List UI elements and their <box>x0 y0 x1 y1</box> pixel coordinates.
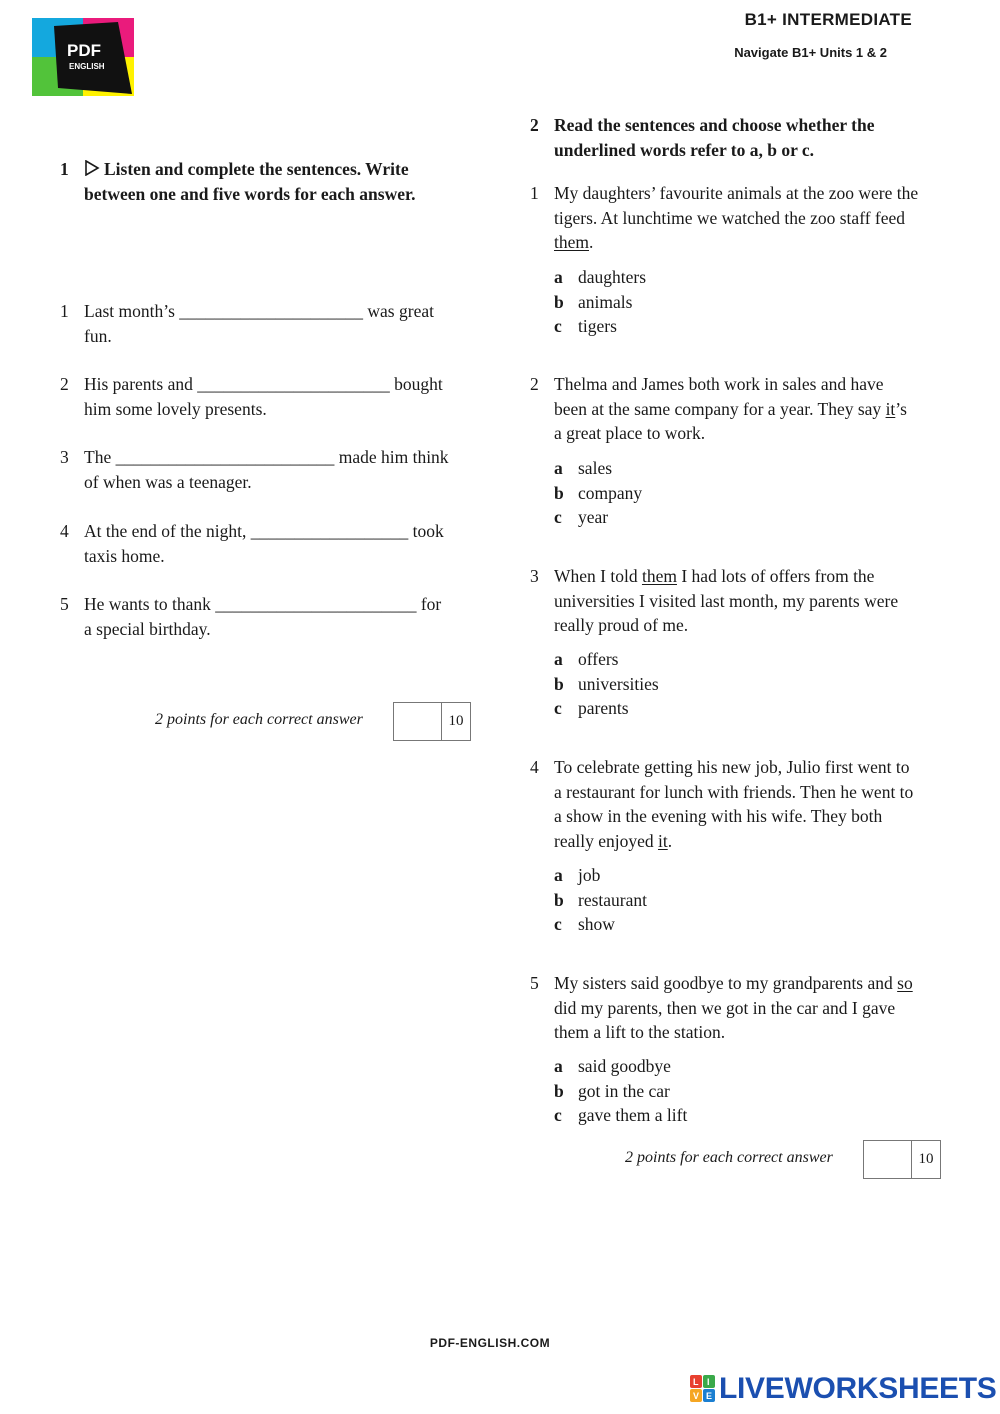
underlined-word: them <box>641 566 677 586</box>
level-title: B1+ INTERMEDIATE <box>744 10 912 29</box>
item-text: He wants to thank _______________________ for <box>84 594 442 614</box>
gap-fill-item <box>60 445 480 494</box>
question-text: . <box>589 232 594 252</box>
question-text: My sisters said goodbye to my grandparents and <box>554 973 898 993</box>
logo-text-english: ENGLISH <box>69 62 105 71</box>
question-text: really enjoyed <box>554 830 658 851</box>
score-input[interactable] <box>864 1141 912 1178</box>
svg-text:I: I <box>707 1377 710 1387</box>
option-c[interactable]: c tigers <box>554 316 617 336</box>
option-a[interactable]: a said goodbye <box>554 1056 671 1076</box>
question-text: really proud of me. <box>554 615 689 635</box>
option-b[interactable]: b company <box>554 482 643 503</box>
question <box>530 755 960 853</box>
option-c[interactable]: c show <box>554 914 615 934</box>
item-number: 2 <box>60 374 69 394</box>
option-a[interactable]: a daughters <box>554 267 647 287</box>
question-text: To celebrate getting his new job, Julio first went to <box>554 757 910 777</box>
pdf-english-logo <box>32 18 134 96</box>
svg-text:E: E <box>706 1391 713 1401</box>
item-text: him some lovely presents. <box>84 398 267 419</box>
option-a[interactable]: a sales <box>554 458 613 478</box>
question <box>530 971 960 1045</box>
max-score: 10 <box>448 713 464 729</box>
question-text: a show in the evening with his wife. They both <box>554 806 883 826</box>
score-box <box>393 702 471 741</box>
question-number: 5 <box>530 973 539 993</box>
item-text: a special birthday. <box>84 618 211 639</box>
question-number: 2 <box>530 374 539 394</box>
item-text: At the end of the night, __________________ took <box>84 521 444 541</box>
liveworksheets-brand <box>690 1372 997 1406</box>
question <box>530 564 960 638</box>
option-b[interactable]: b restaurant <box>554 889 647 910</box>
item-text: taxis home. <box>84 545 165 566</box>
question-text: I had lots of offers from the <box>676 566 875 586</box>
svg-text:V: V <box>693 1391 700 1401</box>
option-list <box>554 456 642 530</box>
option-c[interactable]: c year <box>554 507 609 527</box>
gap-fill-item <box>60 372 480 421</box>
underlined-word: it <box>657 830 668 851</box>
instruction-line: between one and five words for each answer. <box>84 183 416 204</box>
question-text: tigers. At lunchtime we watched the zoo staff feed <box>554 207 906 228</box>
question-text: . <box>667 830 673 851</box>
question-text: My daughters’ favourite animals at the zoo were the <box>554 183 919 203</box>
score-box <box>863 1140 941 1179</box>
instruction-line: underlined words refer to a, b or c. <box>554 139 815 160</box>
question-text: When I told <box>554 566 642 586</box>
points-note: 2 points for each correct answer <box>155 711 363 728</box>
option-a[interactable]: a job <box>554 865 601 885</box>
question-text: Thelma and James both work in sales and have <box>554 374 884 394</box>
question <box>530 372 960 446</box>
exercise-number: 1 <box>60 159 69 179</box>
exercise-number: 2 <box>530 115 539 135</box>
question-number: 1 <box>530 183 539 203</box>
item-number: 3 <box>60 447 69 467</box>
item-number: 1 <box>60 301 69 321</box>
question-text: a restaurant for lunch with friends. Then he went to <box>554 781 914 802</box>
liveworksheets-logo-icon <box>690 1375 716 1403</box>
points-note: 2 points for each correct answer <box>625 1149 833 1166</box>
exercise2-heading <box>530 113 950 162</box>
item-text: Last month’s _____________________ was great <box>84 301 434 321</box>
underlined-word: them <box>554 232 589 252</box>
option-b[interactable]: b animals <box>554 291 633 312</box>
question-number: 4 <box>530 757 539 777</box>
underlined-word: so <box>897 973 913 993</box>
option-b[interactable]: b got in the car <box>554 1080 670 1101</box>
option-list <box>554 265 646 339</box>
question-text: them a lift to the station. <box>554 1022 726 1042</box>
option-b[interactable]: b universities <box>554 673 659 694</box>
question-text: ’s <box>895 398 907 419</box>
question-text: a great place to work. <box>554 423 706 443</box>
option-c[interactable]: c gave them a lift <box>554 1105 688 1125</box>
item-text: The _________________________ made him think <box>84 447 449 467</box>
option-list <box>554 647 659 721</box>
option-list <box>554 863 647 937</box>
liveworksheets-wordmark: LIVEWORKSHEETS <box>719 1372 997 1405</box>
option-c[interactable]: c parents <box>554 698 629 718</box>
item-text: of when was a teenager. <box>84 471 252 492</box>
score-input[interactable] <box>394 703 442 740</box>
question <box>530 181 960 255</box>
question-text: universities I visited last month, my parents were <box>554 590 899 611</box>
exercise1-heading <box>60 157 480 206</box>
question-number: 3 <box>530 566 539 586</box>
underlined-word: it <box>885 398 896 419</box>
gap-fill-item <box>60 519 480 568</box>
units-subtitle: Navigate B1+ Units 1 & 2 <box>734 45 887 60</box>
item-text: His parents and ______________________ bought <box>84 374 443 394</box>
instruction-line: Read the sentences and choose whether the <box>554 115 875 135</box>
audio-play-icon <box>84 160 100 176</box>
item-number: 5 <box>60 594 69 614</box>
logo-text-pdf: PDF <box>67 41 101 60</box>
gap-fill-item <box>60 592 480 641</box>
question-text: did my parents, then we got in the car and I gave <box>554 997 896 1018</box>
item-text: fun. <box>84 325 112 346</box>
max-score: 10 <box>918 1151 934 1167</box>
option-list <box>554 1054 687 1128</box>
svg-text:L: L <box>693 1377 699 1387</box>
footer-url[interactable]: PDF-ENGLISH.COM <box>429 1336 551 1350</box>
gap-fill-item <box>60 299 480 348</box>
option-a[interactable]: a offers <box>554 649 619 669</box>
item-number: 4 <box>60 521 69 541</box>
instruction-line: Listen and complete the sentences. Write <box>104 159 409 179</box>
question-text: been at the same company for a year. They say <box>554 398 886 419</box>
